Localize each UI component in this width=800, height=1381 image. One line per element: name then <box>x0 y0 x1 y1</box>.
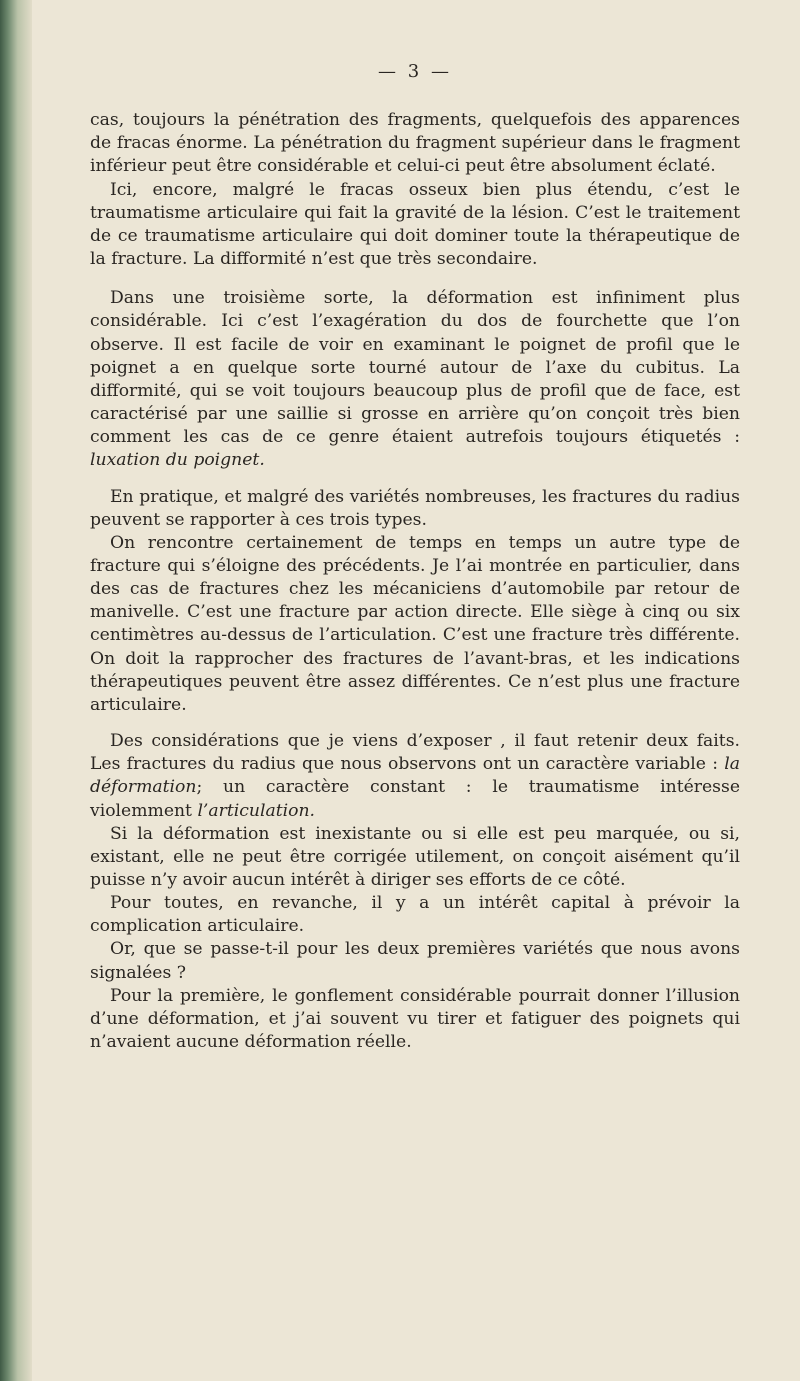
paragraph-8: Pour toutes, en revanche, il y a un intérêt capital à prévoir la complication articulaire. <box>90 893 740 937</box>
paragraph-9: Or, que se passe-t-il pour les deux premières variétés que nous avons signalées ? <box>90 939 740 983</box>
paragraph-1: cas, toujours la pénétration des fragments, quelquefois des apparences de fracas énorme. La pénétration du fragment supérieur dans le fragment inférieur peut être considérable et celui-ci peut être absolument éclaté. <box>90 110 740 177</box>
paragraph-3-text: Dans une troisième sorte, la déformation est infiniment plus considérable. Ici c’est l’exagération du dos de fourchette que l’on observe. Il est facile de voir en examinant le poignet de profil que le poignet a en quelque sorte tourné autour de l’axe du cubitus. La difformité, qui se voit toujours beaucoup plus de profil que de face, est caractérisé par une saillie si grosse en arrière qu’on conçoit très bien comment les cas de ce genre étaient autrefois toujours étiquetés : <box>90 288 740 448</box>
italic-term-articulation: l’articulation. <box>197 800 315 821</box>
document-page <box>90 60 740 1054</box>
italic-term-luxation: luxation du poignet. <box>90 450 265 471</box>
paragraph-6 <box>90 730 740 823</box>
paragraph-5: On rencontre certainement de temps en temps un autre type de fracture qui s’éloigne des précédents. Je l’ai montrée en particulier, dans des cas de fractures chez les mécaniciens d’automobile par retour de manivelle. C’est une fracture par action directe. Elle siège à cinq ou six centimètres au-dessus de l’articulation. C’est une fracture très différente. On doit la rapprocher des fractures de l’avant-bras, et les indications thérapeutiques peuvent être assez différentes. Ce n’est plus une fracture articulaire. <box>90 532 740 715</box>
paragraph-6-text-b: ; un caractère constant : le traumatisme intéresse violemment <box>90 777 740 821</box>
paragraph-3 <box>90 287 740 472</box>
italic-term-deformation: la déformation <box>90 754 740 798</box>
paragraph-10: Pour la première, le gonflement considérable pourrait donner l’illusion d’une déformation, et j’ai souvent vu tirer et fatiguer des poignets qui n’avaient aucune déformation réelle. <box>90 985 740 1053</box>
paragraph-6-text-a: Des considérations que je viens d’exposer , il faut retenir deux faits. Les fractures du radius que nous observons ont un caractère variable : <box>90 731 740 775</box>
paragraph-4: En pratique, et malgré des variétés nombreuses, les fractures du radius peuvent se rapporter à ces trois types. <box>90 486 740 530</box>
paragraph-7: Si la déformation est inexistante ou si elle est peu marquée, ou si, existant, elle ne peut être corrigée utilement, on conçoit aisément qu’il puisse n’y avoir aucun intérêt à diriger ses efforts de ce côté. <box>90 823 740 890</box>
page-number: — 3 — <box>378 61 452 82</box>
paragraph-2: Ici, encore, malgré le fracas osseux bien plus étendu, c’est le traumatisme articulaire qui fait la gravité de la lésion. C’est le traitement de ce traumatisme articulaire qui doit dominer toute la thérapeutique de la fracture. La difformité n’est que très secondaire. <box>90 179 740 270</box>
page-binding-edge <box>0 0 32 1381</box>
